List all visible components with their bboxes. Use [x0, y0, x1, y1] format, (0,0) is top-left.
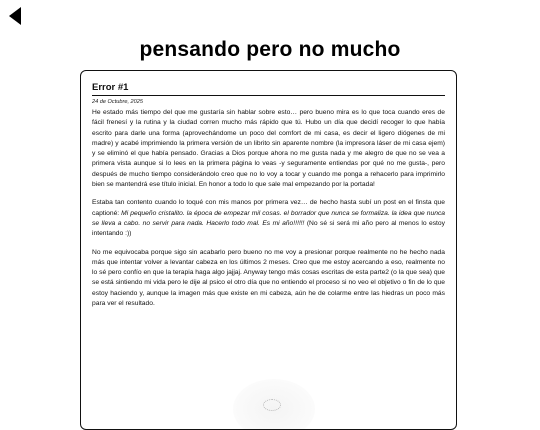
post-title: Error #1 [92, 82, 445, 96]
page-title: pensando pero no mucho [139, 38, 401, 61]
back-arrow-icon [7, 6, 25, 26]
post-body [92, 108, 445, 309]
post-date: 24 de Octubre, 2025 [92, 99, 144, 105]
post-image-sketch [263, 399, 281, 411]
post-card [80, 70, 457, 430]
post-paragraph-2-end: (No sé si será mi año pero al menos lo estoy intentando :)) [92, 219, 445, 238]
back-button[interactable] [7, 6, 25, 26]
post-paragraph-2 [92, 198, 445, 239]
post-paragraph-3: No me equivocaba porque sigo sin acabarlo pero bueno no me voy a presionar porque realmente no he hecho nada más que intentar volver a levantar cabeza en los últimos 2 meses. Creo que me estoy acercando a eso, realmente no lo sé pero confío en que la terapia haga algo jajjaj. Anyway tengo más cosas escritas de esta parte2 (o la que sea) que se está sintiendo mi vida pero le dije al psico el otro día que no entiendo el proceso si no veo el objetivo o fin de lo que estoy haciendo y, aunque la imagen más que existe en mi cabeza, aún he de colarme entre las hiedras un poco más para ver el resultado. [92, 248, 445, 308]
post-quote: Mi pequeño cristalito. la época de empezar mil cosas. el borrador que nunca se formaliza. la idea que nunca se lleva a cabo. no servir para nada. Hacerlo todo mal. Es mi año!!!!!! [92, 209, 446, 227]
post-paragraph-1: He estado más tiempo del que me gustaría sin hablar sobre esto… pero bueno mira es lo que toca cuando eres de fácil frenesí y la rutina y la ciudad corren mucho más rápido que tú. Hubo un día que decidí recoger lo que había escrito para darle una forma (aprovechándome un poco del comfort de mi casa, es decir el ligero diógenes de mi madre) y acabé imprimiendo la primera versión de un librito sin aparente nombre (la impresora láser de mi casa ejem) y se eliminó el que había pensado. Gracias a Dios porque ahora no me gusta nada y me alegro de que no se vea a primera vista aunque si lo lees en la primera página lo veas -y seguramente entiendas por qué no me gusta-, pero después de mucho tiempo considerándolo creo que no lo voy a tocar y cuando me ponga a rehacerlo para imprimirlo bien se mantendrá ese título inicial. En honor a todo lo que sale mal empezando por la portada! [92, 109, 445, 189]
post-paragraph-2-start: Estaba tan contento cuando lo toqué con mis manos por primera vez… de hecho hasta subí un post en el finsta que captioné: [92, 199, 445, 217]
